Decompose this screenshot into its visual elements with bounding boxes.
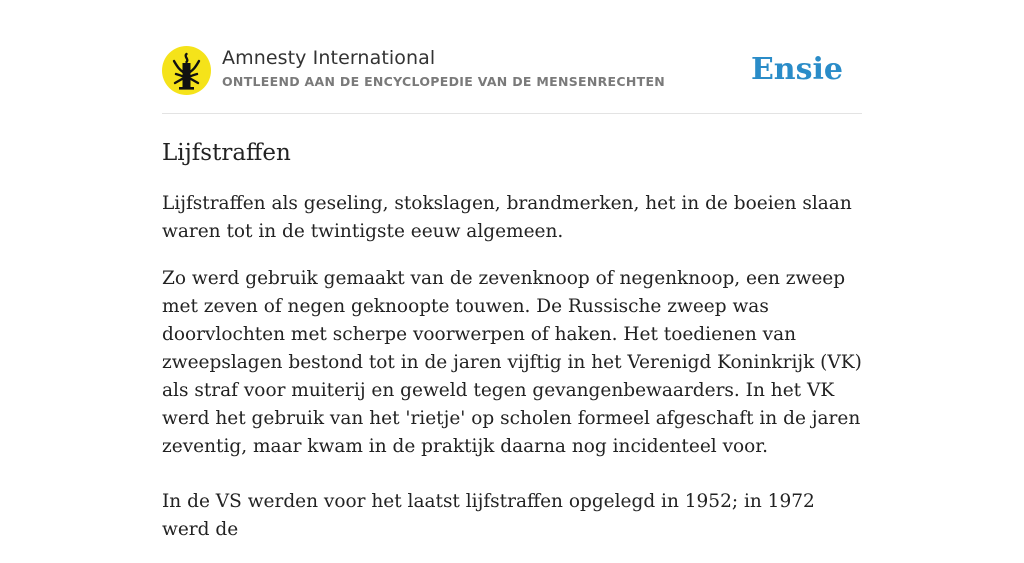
- article-body: [162, 190, 868, 563]
- paragraph: In de VS werden voor het laatst lijfstraffen opgelegd in 1952; in 1972 werd de: [162, 491, 815, 540]
- amnesty-candle-icon[interactable]: [162, 46, 211, 95]
- header: [162, 46, 862, 96]
- page-title: Lijfstraffen: [162, 140, 291, 166]
- site-logo[interactable]: Ensie: [750, 52, 843, 87]
- paragraph: Zo werd gebruik gemaakt van de zevenknoop of negenknoop, een zweep met zeven of negen geknoopte touwen. De Russische zweep was doorvlochten met scherpe voorwerpen of haken. Het toedienen van zweepslagen bestond tot in de jaren vijftig in het Verenigd Koninkrijk (VK) als straf voor muiterij en geweld tegen gevangenbewaarders. In het VK werd het gebruik van het 'rietje' op scholen formeel afgeschaft in de jaren zeventig, maar kwam in de praktijk daarna nog incidenteel voor.: [162, 268, 862, 457]
- paragraph: Lijfstraffen als geseling, stokslagen, brandmerken, het in de boeien slaan waren tot in de twintigste eeuw algemeen.: [162, 193, 852, 242]
- tagline: ONTLEEND AAN DE ENCYCLOPEDIE VAN DE MENSENRECHTEN: [222, 74, 666, 89]
- header-divider: [162, 113, 862, 114]
- brand-name: Amnesty International: [222, 47, 436, 69]
